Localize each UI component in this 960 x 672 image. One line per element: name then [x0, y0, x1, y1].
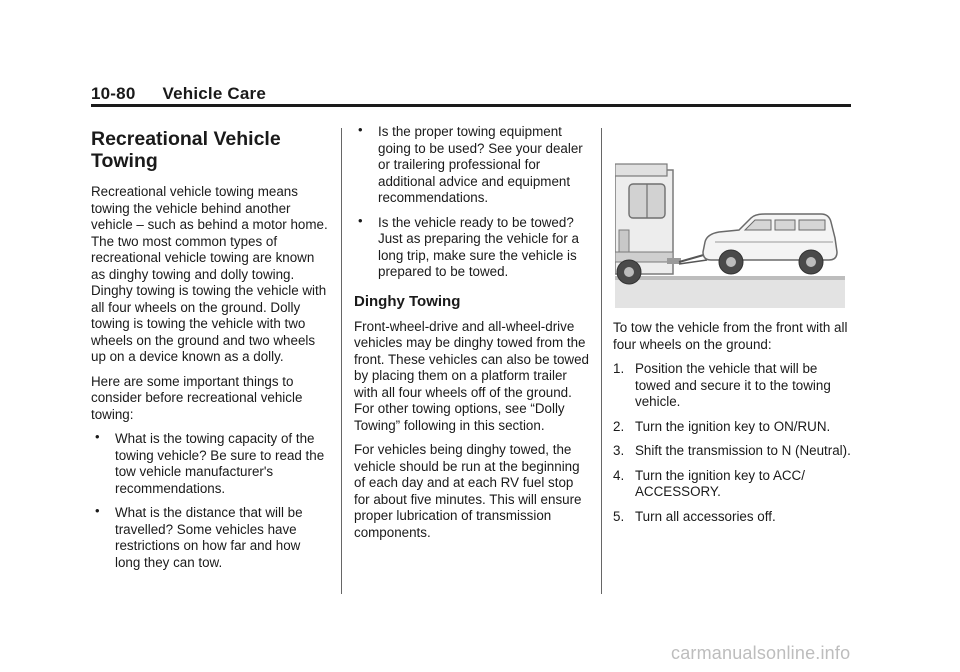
bullet-glyph: • [95, 429, 100, 444]
page-header [91, 84, 266, 104]
step-text: Turn all accessories off. [635, 508, 776, 524]
column-1 [91, 128, 328, 579]
page-number: 10-80 [91, 84, 136, 103]
watermark: carmanualsonline.info [671, 643, 851, 663]
step-number: 1. [613, 361, 625, 376]
bullet-glyph: • [95, 503, 100, 518]
bullet-glyph: • [358, 212, 363, 228]
section-heading: Recreational Vehicle Towing [91, 128, 281, 172]
list-item [354, 212, 592, 281]
motor-home [615, 164, 681, 284]
dinghy-towing-illustration [615, 130, 845, 308]
list-item [613, 509, 855, 526]
list-item [613, 361, 855, 411]
subsection-heading: Dinghy Towing [354, 292, 461, 310]
step-number: 4. [613, 467, 625, 483]
header-rule [91, 104, 851, 107]
steps-lead: To tow the vehicle from the front with all four wheels on the ground: [613, 320, 848, 352]
intro-paragraph: Recreational vehicle towing means towing the vehicle behind another vehicle – such as behind a motor home. The two most common types of recreational vehicle towing are known as dinghy towing and dolly towing. Dinghy towing is towing the vehicle with all four wheels on the ground. Dolly towing is towing the vehicle with two wheels on the ground and two wheels up on a device known as a dolly. [91, 184, 328, 364]
list-item [613, 468, 855, 501]
column-3 [613, 130, 855, 533]
list-item-text: What is the distance that will be travelled? Some vehicles have restrictions on how far and how long they can tow. [115, 505, 303, 570]
list-item [354, 124, 592, 207]
dinghy-paragraph-1: Front-wheel-drive and all-wheel-drive vehicles may be dinghy towed from the front. These vehicles can also be towed by placing them on a platform trailer with all four wheels off of the ground. For other towing options, see “Dolly Towing” following in this section. [354, 318, 589, 433]
lead-paragraph: Here are some important things to consider before recreational vehicle towing: [91, 373, 303, 422]
step-text: Position the vehicle that will be towed and secure it to the towing vehicle. [635, 361, 831, 409]
column-2 [354, 124, 592, 549]
list-item [91, 505, 328, 571]
list-item-text: What is the towing capacity of the towing vehicle? Be sure to read the tow vehicle manufacturer's recommendations. [115, 431, 325, 496]
column-divider-right [601, 128, 602, 594]
list-item-text: Is the vehicle ready to be towed? Just as preparing the vehicle for a long trip, make sure the vehicle is prepared to be towed. [378, 214, 579, 279]
step-text: Turn the ignition key to ACC/ ACCESSORY. [635, 467, 805, 499]
step-text: Shift the transmission to N (Neutral). [635, 443, 851, 458]
step-number: 3. [613, 443, 625, 458]
step-number: 5. [613, 508, 625, 524]
list-item [91, 431, 328, 497]
towing-steps [613, 361, 855, 525]
list-item-text: Is the proper towing equipment going to be used? See your dealer or trailering professional for additional advice and equipment recommendations. [378, 124, 583, 205]
list-item [613, 419, 855, 436]
bullet-glyph: • [358, 122, 363, 137]
step-number: 2. [613, 418, 625, 434]
list-item [613, 443, 855, 460]
section-title: Vehicle Care [162, 84, 267, 103]
column-divider-left [341, 128, 342, 594]
dinghy-paragraph-2: For vehicles being dinghy towed, the vehicle should be run at the beginning of each day and at each RV fuel stop for about five minutes. This will ensure proper lubrication of transmission components. [354, 442, 582, 540]
step-text: Turn the ignition key to ON/RUN. [635, 418, 831, 434]
consider-list-1 [91, 431, 328, 571]
consider-list-2 [354, 124, 592, 281]
